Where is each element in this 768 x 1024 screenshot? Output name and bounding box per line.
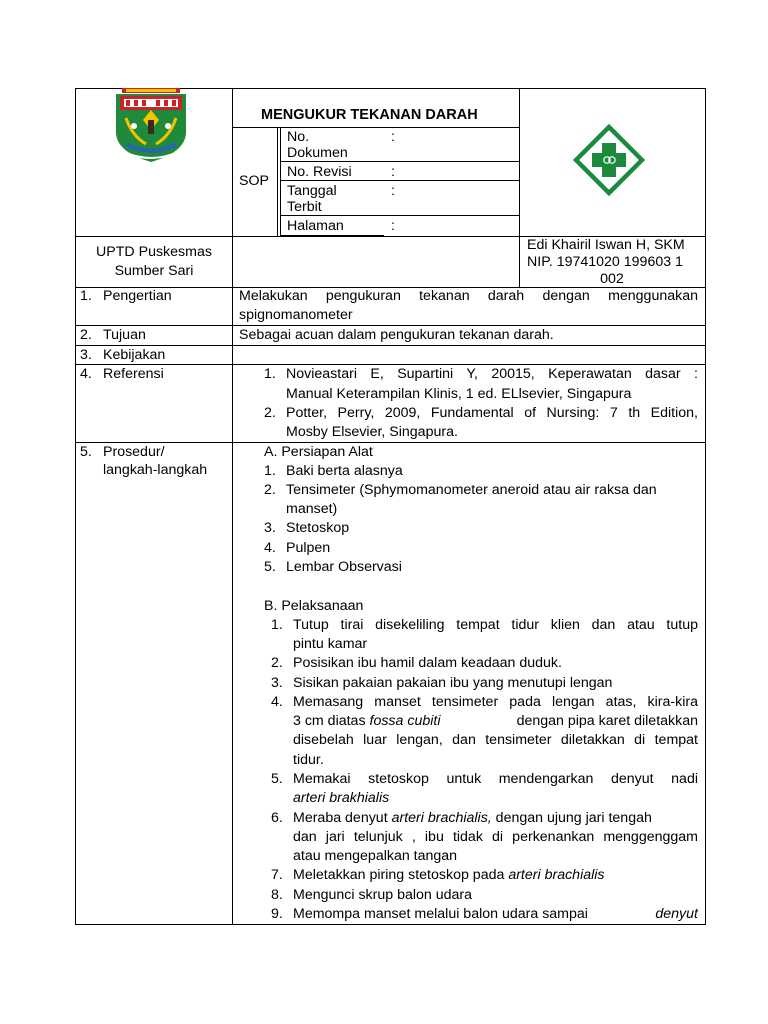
section-label-pengertian: Pengertian	[103, 288, 172, 304]
meta-colon: :	[391, 218, 395, 234]
emblem-building	[124, 99, 178, 107]
puskesmas-logo	[573, 124, 645, 196]
section-label-kebijakan: Kebijakan	[103, 347, 166, 363]
sop-label: SOP	[239, 173, 269, 189]
step-number: 8.	[271, 887, 283, 903]
title-rule	[232, 127, 519, 128]
table-rule	[75, 345, 706, 346]
step-text-2	[293, 789, 389, 808]
step-text	[293, 905, 698, 924]
unit-name-2: Sumber Sari	[114, 263, 194, 279]
section-label-tujuan: Tujuan	[103, 327, 146, 343]
table-border-right	[705, 88, 706, 925]
section-number: 1.	[80, 288, 92, 304]
list-number: 5.	[264, 559, 276, 575]
section-number: 4.	[80, 366, 92, 382]
step-text-2: dan jari telunjuk , ibu tidak di perkenankan menggenggam	[293, 829, 698, 845]
step-text: Memasang manset tensimeter pada lengan atas, kira-kira	[293, 694, 698, 710]
step-number: 1.	[271, 617, 283, 633]
step-text-2: pintu kamar	[293, 636, 368, 652]
meta-label-tanggal: Tanggal	[287, 183, 337, 199]
list-item: Stetoskop	[286, 520, 350, 536]
meta-label-no-dokumen: No.	[287, 129, 310, 145]
meta-rule	[280, 161, 519, 162]
section-label-referensi: Referensi	[103, 366, 164, 382]
step-text-italic: arteri brachialis	[508, 867, 605, 883]
signer-nip-2: 002	[600, 271, 624, 287]
list-number: 4.	[264, 540, 276, 556]
table-rule	[75, 442, 706, 443]
emblem-banner-stripe	[126, 89, 176, 92]
pengertian-text-2: spignomanometer	[239, 307, 353, 323]
section-number: 2.	[80, 327, 92, 343]
subsection-a-heading: A. Persiapan Alat	[264, 444, 373, 460]
meta-rule	[280, 215, 519, 216]
step-text: Sisikan pakaian pakaian ibu yang menutupi lengan	[293, 675, 613, 691]
section-number: 3.	[80, 347, 92, 363]
step-text-3: atau mengepalkan tangan	[293, 848, 458, 864]
step-number: 9.	[271, 906, 283, 922]
signer-name: Edi Khairil Iswan H, SKM	[527, 237, 685, 253]
step-text-2	[293, 712, 698, 731]
ref-item-2: Mosby Elsevier, Singapura.	[286, 424, 458, 440]
step-text-3: disebelah luar lengan, dan tensimeter diletakkan di tempat	[293, 732, 698, 748]
sop-divider	[277, 127, 278, 236]
step-text-part: 3 cm diatas	[293, 713, 370, 729]
emblem-torch	[148, 120, 154, 134]
step-number: 7.	[271, 867, 283, 883]
list-item: Tensimeter (Sphymomanometer aneroid atau air raksa dan	[286, 482, 657, 498]
section-number: 5.	[80, 444, 92, 460]
meta-label-revisi: No. Revisi	[287, 164, 352, 180]
section-label-prosedur: Prosedur/	[103, 444, 165, 460]
step-text: Memakai stetoskop untuk mendengarkan denyut nadi	[293, 771, 698, 787]
step-text-part: Meletakkan piring stetoskop pada	[293, 867, 509, 883]
step-text-italic: arteri brachialis,	[391, 810, 492, 826]
list-item: Pulpen	[286, 540, 331, 556]
step-text: Mengunci skrup balon udara	[293, 887, 473, 903]
meta-colon: :	[391, 183, 395, 199]
meta-rule	[280, 180, 519, 181]
sop-divider-double	[280, 127, 281, 236]
step-number: 3.	[271, 675, 283, 691]
list-number: 1.	[264, 463, 276, 479]
document-title: MENGUKUR TEKANAN DARAH	[261, 107, 478, 123]
step-text	[293, 866, 605, 885]
meta-label-halaman: Halaman	[287, 218, 344, 234]
subsection-b-heading: B. Pelaksanaan	[264, 598, 364, 614]
step-number: 4.	[271, 694, 283, 710]
list-number: 3.	[264, 520, 276, 536]
step-number: 6.	[271, 810, 283, 826]
header-col-divider	[519, 88, 520, 287]
tujuan-text: Sebagai acuan dalam pengukuran tekanan darah.	[239, 327, 554, 343]
section-label-prosedur-2: langkah-langkah	[103, 462, 208, 478]
meta-colon: :	[391, 129, 395, 145]
step-text-part: Memompa manset melalui balon udara sampai	[293, 906, 588, 922]
list-number: 2.	[264, 482, 276, 498]
list-item-cont: manset)	[286, 501, 338, 517]
table-col-divider	[232, 88, 233, 925]
list-item: Baki berta alasnya	[286, 463, 403, 479]
unit-name: UPTD Puskesmas	[96, 244, 212, 260]
step-text-italic: fossa cubiti	[369, 713, 441, 729]
table-border-bottom	[75, 924, 706, 925]
step-text-part: dengan pipa karet diletakkan	[516, 713, 698, 729]
ref-item-2: Manual Keterampilan Klinis, 1 ed. ELlsevier, Singapura	[286, 386, 632, 402]
step-text-italic: denyut	[655, 906, 698, 922]
step-number: 5.	[271, 771, 283, 787]
step-text-italic: arteri brakhialis	[293, 790, 390, 806]
meta-colon: :	[391, 164, 395, 180]
step-number: 2.	[271, 655, 283, 671]
step-text-part: dengan ujung jari tengah	[491, 810, 652, 826]
table-border-left	[75, 88, 76, 925]
ref-item: Potter, Perry, 2009, Fundamental of Nursing: 7 th Edition,	[286, 405, 698, 421]
signer-nip: NIP. 19741020 199603 1	[527, 254, 683, 270]
meta-label-terbit: Terbit	[287, 199, 322, 215]
regional-emblem-logo	[112, 88, 190, 164]
step-text-4: tidur.	[293, 752, 324, 768]
meta-label-no-dokumen-2: Dokumen	[287, 145, 348, 161]
meta-rule-thick	[280, 235, 384, 237]
pengertian-text: Melakukan pengukuran tekanan darah dengan menggunakan	[239, 288, 698, 304]
step-text-part: Meraba denyut	[293, 810, 392, 826]
step-text	[293, 809, 698, 828]
list-item: Lembar Observasi	[286, 559, 402, 575]
ref-number: 1.	[264, 366, 276, 382]
ref-item: Novieastari E, Supartini Y, 20015, Keperawatan dasar :	[286, 366, 698, 382]
ref-number: 2.	[264, 405, 276, 421]
step-text: Tutup tirai disekeliling tempat tidur klien dan atau tutup	[293, 617, 698, 633]
step-text: Posisikan ibu hamil dalam keadaan duduk.	[293, 655, 562, 671]
